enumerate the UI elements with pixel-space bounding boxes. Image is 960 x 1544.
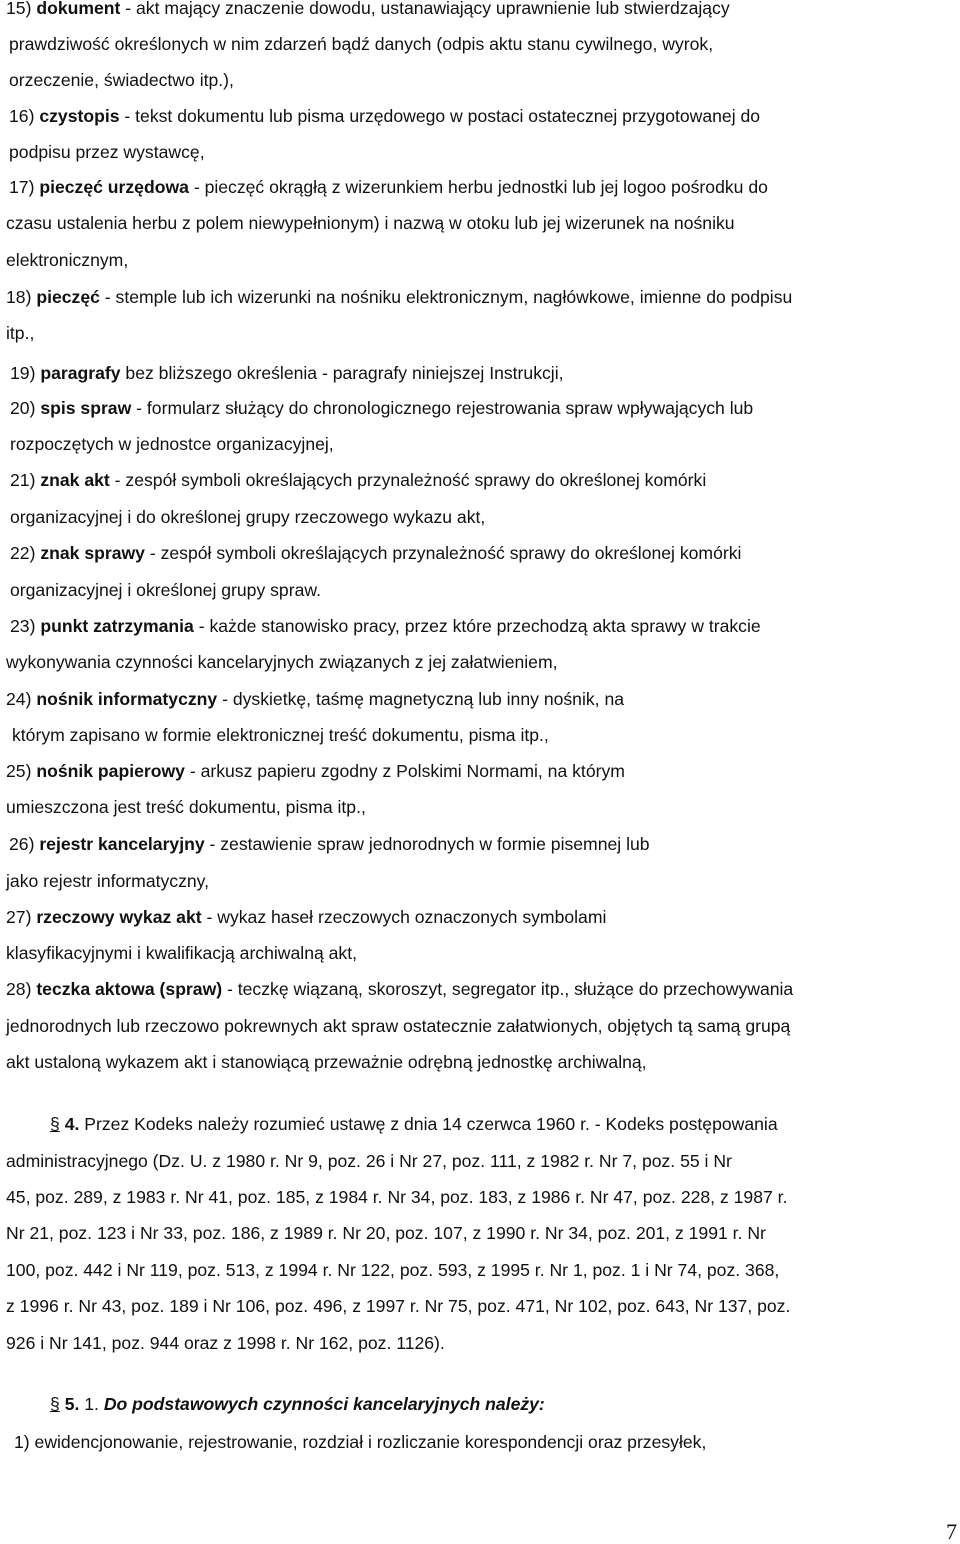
text-run: § — [50, 1114, 60, 1134]
text-run: 25) — [6, 761, 37, 781]
definition-line — [6, 249, 128, 271]
term: nośnik informatyczny — [36, 689, 218, 709]
term: punkt zatrzymania — [40, 616, 194, 636]
text-run: § — [50, 1394, 60, 1414]
text-run: - zespół symboli określających przynależność sprawy do określonej komórki — [144, 543, 742, 563]
text-run: 21) — [10, 470, 41, 490]
text-run: 24) — [6, 689, 37, 709]
definition-line — [6, 942, 357, 964]
text-run: jako rejestr informatyczny, — [6, 871, 210, 891]
text-run: jednorodnych lub rzeczowo pokrewnych akt spraw ostatecznie załatwionych, objętych tą samą grupą — [6, 1016, 791, 1036]
term: czystopis — [39, 106, 120, 126]
section4-line — [6, 1259, 779, 1281]
section4-line — [6, 1186, 787, 1208]
text-run: 18) — [6, 287, 37, 307]
text-run: - zespół symboli określających przynależność sprawy do określonej komórki — [109, 470, 707, 490]
definition-line — [6, 760, 625, 782]
section4-line — [6, 1332, 445, 1354]
definition-line — [10, 469, 706, 491]
definition-line — [9, 833, 650, 855]
definition-line — [9, 141, 205, 163]
text-run: rozpoczętych w jednostce organizacyjnej, — [10, 434, 334, 454]
term: pieczęć — [36, 287, 100, 307]
definition-line — [6, 651, 558, 673]
term: paragrafy — [40, 363, 121, 383]
definition-line — [9, 69, 234, 91]
term: spis spraw — [40, 398, 132, 418]
text-run: - dyskietkę, taśmę magnetyczną lub inny nośnik, na — [217, 689, 625, 709]
definition-line — [10, 579, 321, 601]
page-number: 7 — [946, 1519, 957, 1544]
text-run: wykonywania czynności kancelaryjnych związanych z jej załatwieniem, — [6, 652, 558, 672]
text-run: - tekst dokumentu lub pisma urzędowego w postaci ostatecznej przygotowanej do — [119, 106, 761, 126]
term: 5. — [64, 1394, 80, 1414]
definition-line — [6, 688, 624, 710]
term: znak sprawy — [40, 543, 145, 563]
definition-line — [6, 870, 209, 892]
text-run: umieszczona jest treść dokumentu, pisma itp., — [6, 797, 366, 817]
term: teczka aktowa (spraw) — [36, 979, 223, 999]
term: Do podstawowych czynności kancelaryjnych należy: — [103, 1394, 545, 1414]
definition-line — [6, 212, 735, 234]
term: znak akt — [40, 470, 110, 490]
section4-line — [6, 1222, 766, 1244]
text-run: czasu ustalenia herbu z polem niewypełnionym) i nazwą w otoku lub jej wizerunek na nośniku — [6, 213, 735, 233]
term: rzeczowy wykaz akt — [36, 907, 202, 927]
text-run: Przez Kodeks należy rozumieć ustawę z dnia 14 czerwca 1960 r. - Kodeks postępowania — [79, 1114, 778, 1134]
text-run: 22) — [10, 543, 41, 563]
definition-line — [6, 322, 34, 344]
text-run: 16) — [9, 106, 40, 126]
section5-heading — [50, 1393, 545, 1415]
term: rejestr kancelaryjny — [39, 834, 205, 854]
text-run: bez bliższego określenia - paragrafy niniejszej Instrukcji, — [120, 363, 564, 383]
term: nośnik papierowy — [36, 761, 185, 781]
text-run: 27) — [6, 907, 37, 927]
text-run: 26) — [9, 834, 40, 854]
text-run: - zestawienie spraw jednorodnych w formie pisemnej lub — [204, 834, 650, 854]
definition-line — [6, 978, 793, 1000]
text-run: prawdziwość określonych w nim zdarzeń bądź danych (odpis aktu stanu cywilnego, wyrok, — [9, 34, 714, 54]
definition-line — [10, 506, 485, 528]
definition-line — [9, 33, 713, 55]
text-run: elektronicznym, — [6, 250, 129, 270]
section5-item — [14, 1431, 706, 1453]
text-run: 45, poz. 289, z 1983 r. Nr 41, poz. 185, z 1984 r. Nr 34, poz. 183, z 1986 r. Nr 47, poz. 228, z 1987 r. — [6, 1187, 788, 1207]
text-run: 100, poz. 442 i Nr 119, poz. 513, z 1994 r. Nr 122, poz. 593, z 1995 r. Nr 1, poz. 1 i Nr 74, poz. 368, — [6, 1260, 780, 1280]
text-run: - stemple lub ich wizerunki na nośniku elektronicznym, nagłówkowe, imienne do podpisu — [99, 287, 793, 307]
definition-line — [10, 362, 564, 384]
text-run: itp., — [6, 323, 35, 343]
text-run: podpisu przez wystawcę, — [9, 142, 205, 162]
section4-line — [50, 1113, 778, 1135]
text-run: 926 i Nr 141, poz. 944 oraz z 1998 r. Nr 162, poz. 1126). — [6, 1333, 445, 1353]
definition-line — [10, 615, 761, 637]
definition-line — [6, 286, 792, 308]
text-run: którym zapisano w formie elektronicznej treść dokumentu, pisma itp., — [12, 725, 549, 745]
text-run: - pieczęć okrągłą z wizerunkiem herbu jednostki lub jej logoo pośrodku do — [188, 177, 768, 197]
text-run: - formularz służący do chronologicznego rejestrowania spraw wpływających lub — [131, 398, 754, 418]
text-run: 23) — [10, 616, 41, 636]
section4-line — [6, 1150, 732, 1172]
definition-line — [6, 906, 606, 928]
text-run: organizacyjnej i określonej grupy spraw. — [10, 580, 321, 600]
text-run: 17) — [9, 177, 40, 197]
definition-line — [10, 542, 741, 564]
text-run: - teczkę wiązaną, skoroszyt, segregator itp., służące do przechowywania — [222, 979, 794, 999]
definition-line — [9, 176, 768, 198]
text-run: organizacyjnej i do określonej grupy rzeczowego wykazu akt, — [10, 507, 486, 527]
text-run: - akt mający znaczenie dowodu, ustanawiający uprawnienie lub stwierdzający — [120, 0, 730, 18]
definition-line — [6, 1015, 790, 1037]
text-run: akt ustaloną wykazem akt i stanowiącą przeważnie odrębną jednostkę archiwalną, — [6, 1052, 647, 1072]
definition-line — [10, 397, 753, 419]
definition-line — [10, 433, 334, 455]
text-run: 20) — [10, 398, 41, 418]
definition-line — [12, 724, 549, 746]
text-run: administracyjnego (Dz. U. z 1980 r. Nr 9, poz. 26 i Nr 27, poz. 111, z 1982 r. Nr 7, poz. 55 i Nr — [6, 1151, 732, 1171]
definition-line — [6, 0, 730, 19]
term: 4. — [64, 1114, 80, 1134]
definition-line — [9, 105, 760, 127]
text-run: orzeczenie, świadectwo itp.), — [9, 70, 234, 90]
text-run: Nr 21, poz. 123 i Nr 33, poz. 186, z 1989 r. Nr 20, poz. 107, z 1990 r. Nr 34, poz. 201, z 1991 r. Nr — [6, 1223, 766, 1243]
text-run: 19) — [10, 363, 41, 383]
text-run: 1. — [79, 1394, 104, 1414]
text-run: - wykaz haseł rzeczowych oznaczonych symbolami — [201, 907, 607, 927]
definition-line — [6, 1051, 647, 1073]
text-run: klasyfikacyjnymi i kwalifikacją archiwalną akt, — [6, 943, 358, 963]
definition-line — [6, 796, 366, 818]
text-run: 15) — [6, 0, 37, 18]
text-run: 28) — [6, 979, 37, 999]
text-run: - każde stanowisko pracy, przez które przechodzą akta sprawy w trakcie — [193, 616, 761, 636]
text-run: 1) ewidencjonowanie, rejestrowanie, rozdział i rozliczanie korespondencji oraz przesyłek, — [14, 1432, 707, 1452]
text-run: z 1996 r. Nr 43, poz. 189 i Nr 106, poz. 496, z 1997 r. Nr 75, poz. 471, Nr 102, poz. 643, Nr 137, poz. — [6, 1296, 791, 1316]
term: dokument — [36, 0, 121, 18]
section4-line — [6, 1295, 790, 1317]
term: pieczęć urzędowa — [39, 177, 189, 197]
text-run: - arkusz papieru zgodny z Polskimi Normami, na którym — [184, 761, 625, 781]
